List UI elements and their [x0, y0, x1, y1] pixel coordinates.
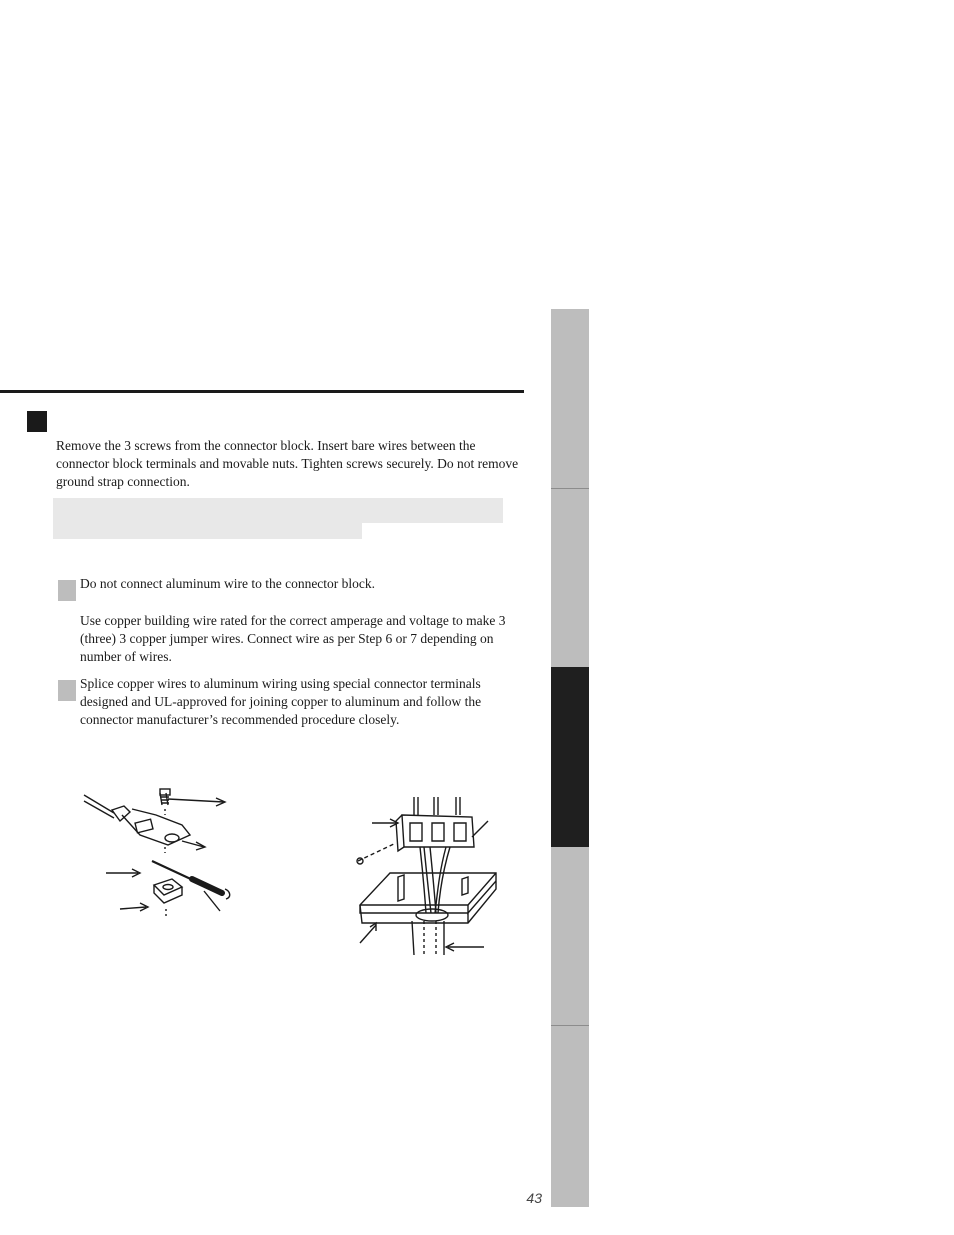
- warning-highlight-band-continuation: [53, 523, 362, 539]
- section-tab-5[interactable]: [551, 1026, 589, 1207]
- main-instruction-text: Remove the 3 screws from the connector block. Insert bare wires between the connector block terminals and movable nuts. Tighten screws securely. Do not remove ground strap connection.: [56, 438, 519, 489]
- section-tab-4[interactable]: [551, 847, 589, 1025]
- bullet-square-icon: [58, 580, 76, 601]
- section-tab-1[interactable]: [551, 309, 589, 489]
- page-number: 43: [526, 1190, 542, 1206]
- bullet1-instruction-text: Use copper building wire rated for the correct amperage and voltage to make 3 (three) 3 copper jumper wires. Connect wire as per Step 6 or 7 depending on number of wires.: [80, 613, 506, 664]
- terminal-connection-illustration: [80, 785, 240, 930]
- section-tab-strip: [551, 309, 589, 1207]
- section-tab-3-active[interactable]: [551, 667, 589, 847]
- bullet1-warning-text: Do not connect aluminum wire to the connector block.: [80, 576, 376, 591]
- bullet2-instruction-text: Splice copper wires to aluminum wiring using special connector terminals designed and UL-approved for joining copper to aluminum and follow the connector manufacturer’s recommended procedure closely.: [80, 676, 482, 727]
- section-tab-2[interactable]: [551, 489, 589, 667]
- warning-highlight-band: [53, 498, 503, 523]
- section-rule: [0, 390, 524, 393]
- step-number-box: [27, 411, 47, 432]
- bullet-square-icon: [58, 680, 76, 701]
- connector-block-illustration: [352, 795, 502, 955]
